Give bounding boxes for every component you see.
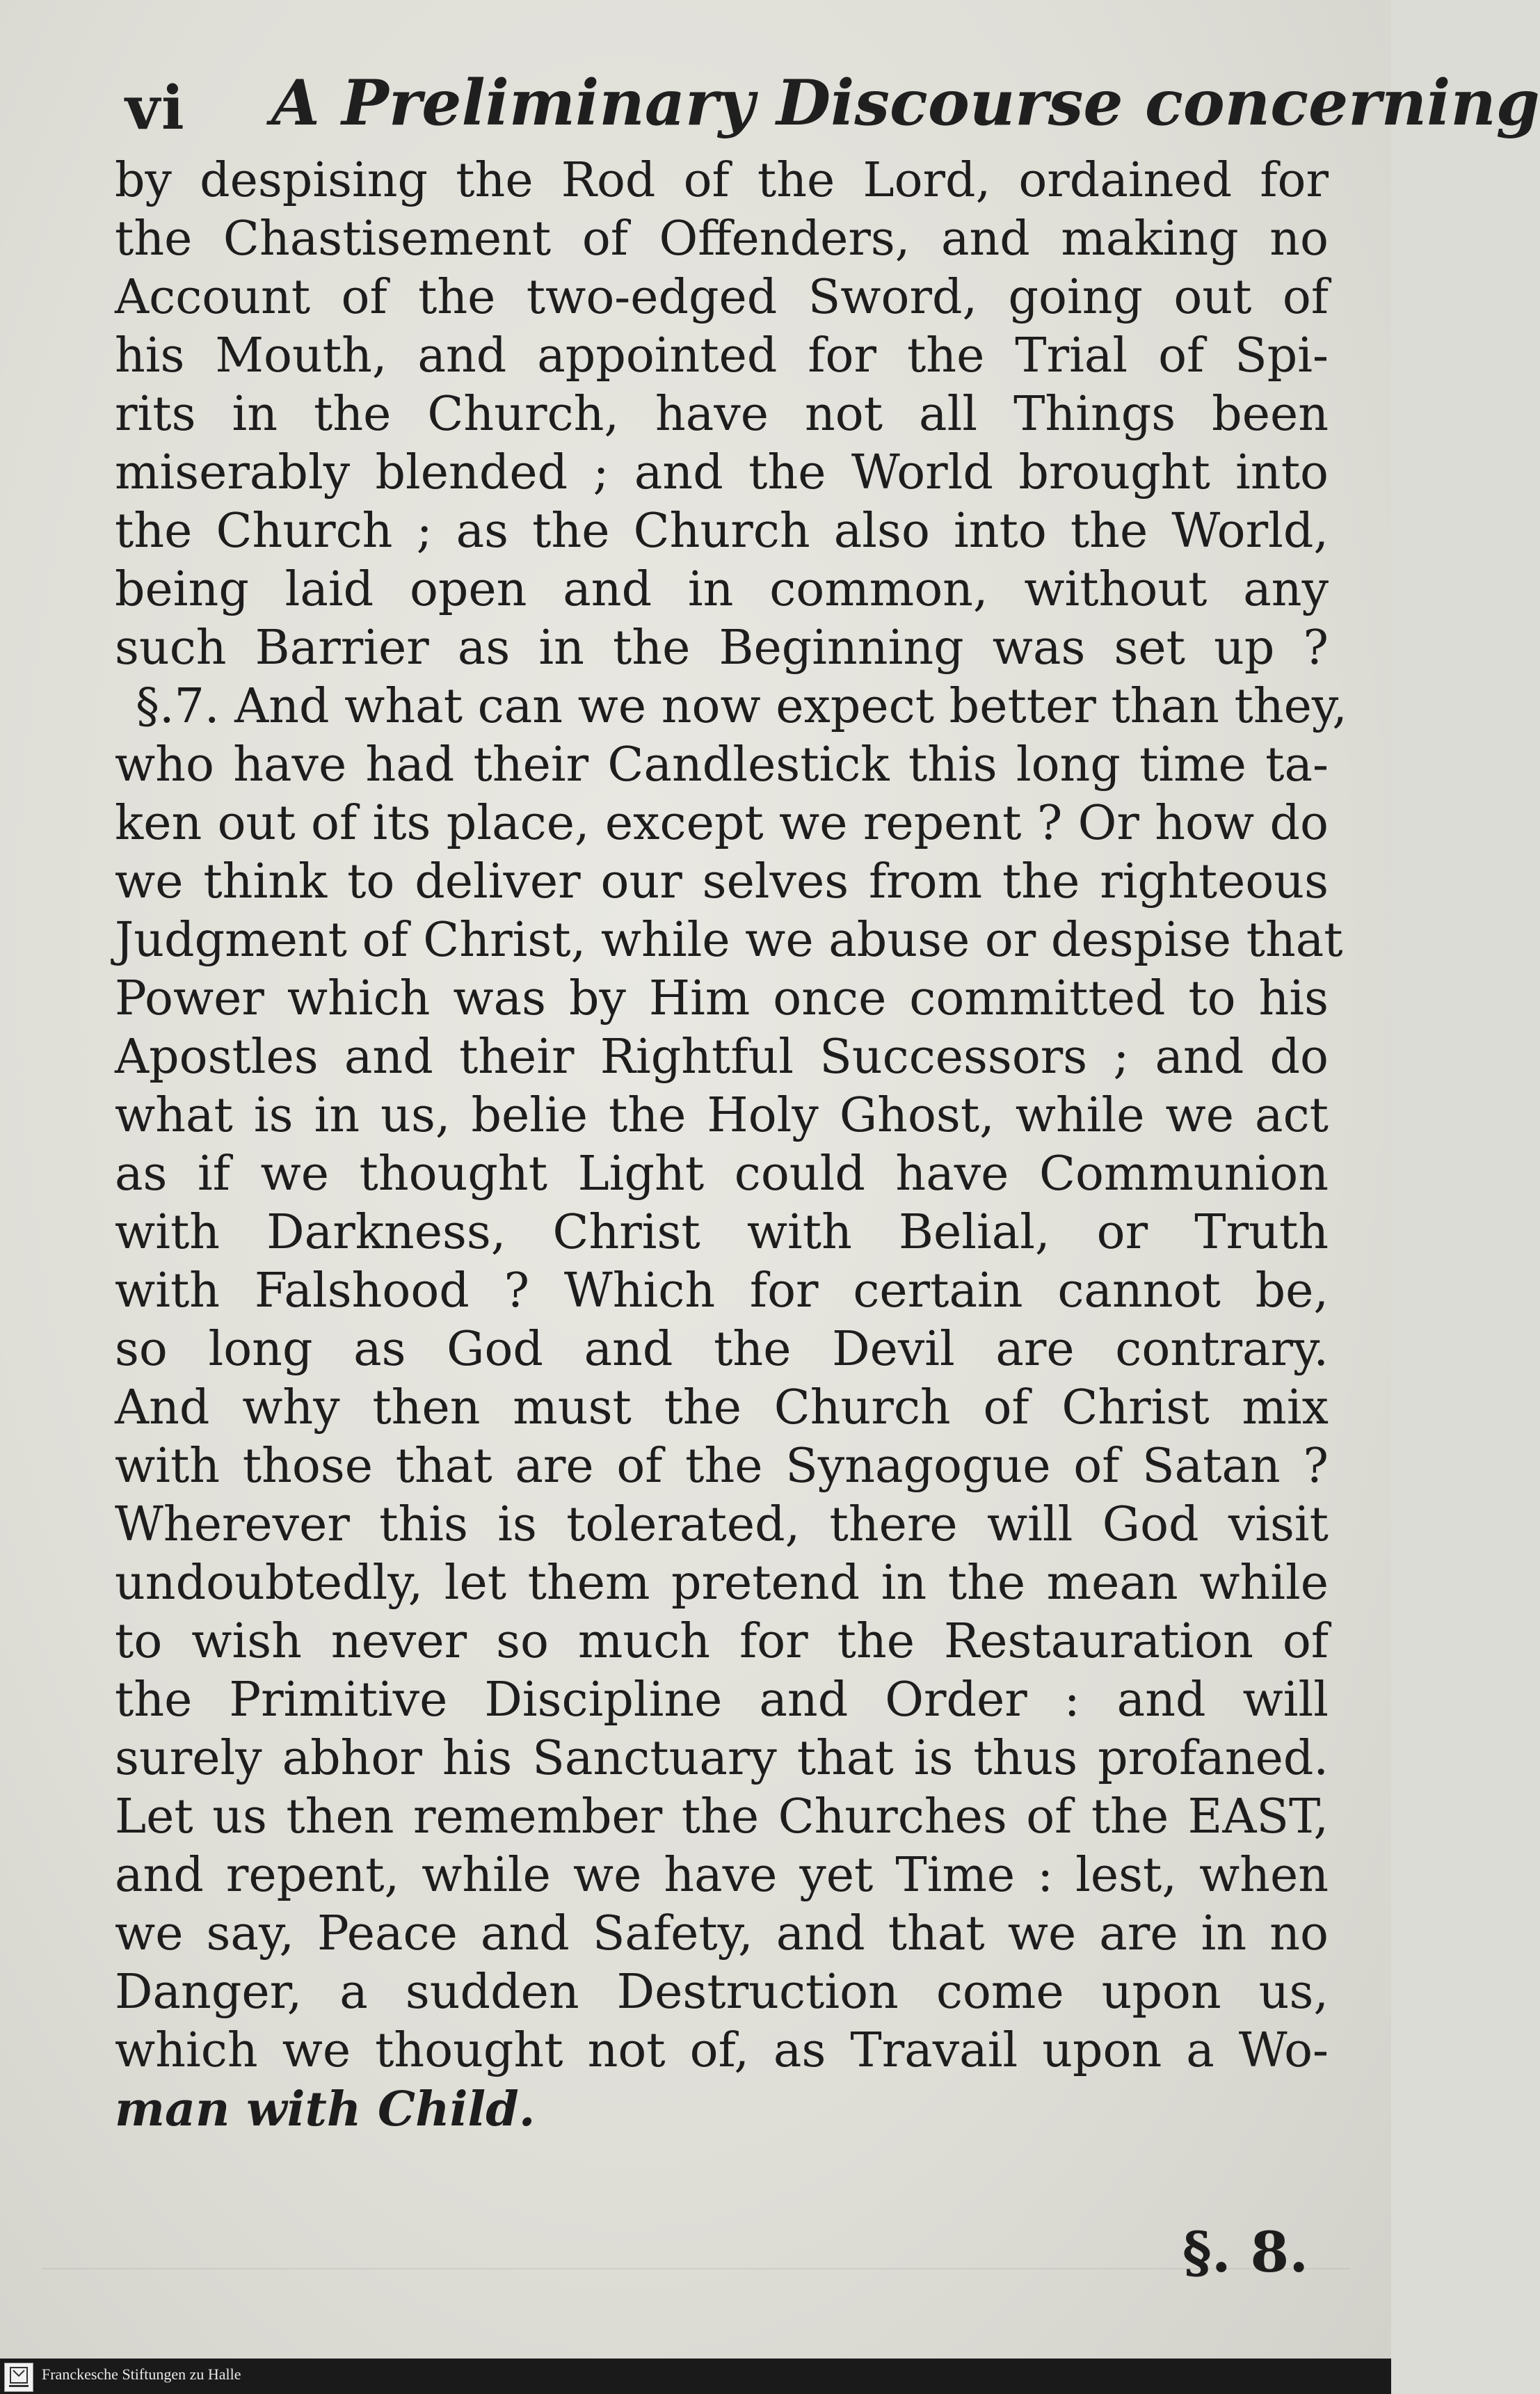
text-line: the Primitive Discipline and Order : and will (115, 1673, 1329, 1727)
page-number: vi (125, 73, 186, 143)
page-header (125, 66, 1540, 150)
text-line: Danger, a sudden Destruction come upon us, (115, 1965, 1329, 2020)
text-line: such Barrier as in the Beginning was set up ? (115, 621, 1329, 676)
text-line: ken out of its place, except we repent ? Or how do (115, 796, 1329, 851)
text-line: miserably blended ; and the World brought into (115, 445, 1329, 500)
text-line: with Darkness, Christ with Belial, or Truth (115, 1205, 1329, 1260)
text-line: Account of the two-edged Sword, going out of (115, 270, 1329, 325)
catchword: §. 8. (1182, 2219, 1309, 2285)
text-line: Judgment of Christ, while we abuse or despise that (115, 913, 1343, 968)
footer-bar (0, 2359, 1391, 2394)
text-line: surely abhor his Sanctuary that is thus profaned. (115, 1731, 1329, 1786)
text-line: what is in us, belie the Holy Ghost, while we act (115, 1088, 1329, 1143)
text-line: being laid open and in common, without any (115, 562, 1329, 617)
text-line: Power which was by Him once committed to his (115, 971, 1329, 1026)
text-line: And why then must the Church of Christ mix (115, 1380, 1329, 1435)
text-line: his Mouth, and appointed for the Trial of Spi- (115, 328, 1329, 383)
text-line: the Chastisement of Offenders, and making no (115, 212, 1329, 266)
text-line: the Church ; as the Church also into the World, (115, 504, 1329, 559)
text-line: Apostles and their Rightful Successors ; and do (115, 1030, 1329, 1085)
text-line: to wish never so much for the Restauration of (115, 1614, 1329, 1669)
running-title: A Preliminary Discourse concerning (271, 66, 1540, 140)
text-line: with Falshood ? Which for certain cannot be, (115, 1263, 1329, 1318)
text-line: rits in the Church, have not all Things been (115, 387, 1329, 442)
section-start-line: §.7. And what can we now expect better than they, (136, 679, 1347, 734)
text-line: as if we thought Light could have Communion (115, 1147, 1329, 1202)
text-line: Wherever this is tolerated, there will God visit (115, 1497, 1329, 1552)
institution-credit: Franckesche Stiftungen zu Halle (42, 2365, 241, 2383)
text-line: we say, Peace and Safety, and that we are in no (115, 1906, 1329, 1961)
text-line: with those that are of the Synagogue of Satan ? (115, 1439, 1329, 1494)
final-text-line: man with Child. (115, 2082, 536, 2137)
text-line: who have had their Candlestick this long time ta- (115, 737, 1329, 792)
institution-logo-icon (4, 2363, 33, 2392)
bleed-through-shadow (42, 2268, 1349, 2311)
text-line: by despising the Rod of the Lord, ordained for (115, 153, 1329, 208)
text-line: Let us then remember the Churches of the EAST, (115, 1789, 1329, 1844)
body-text (115, 152, 1347, 2139)
text-line: so long as God and the Devil are contrary. (115, 1322, 1329, 1377)
text-line: which we thought not of, as Travail upon a Wo- (115, 2023, 1329, 2078)
text-line: and repent, while we have yet Time : lest, when (115, 1848, 1329, 1903)
text-line: undoubtedly, let them pretend in the mean while (115, 1556, 1329, 1611)
text-line: we think to deliver our selves from the righteous (115, 854, 1329, 909)
